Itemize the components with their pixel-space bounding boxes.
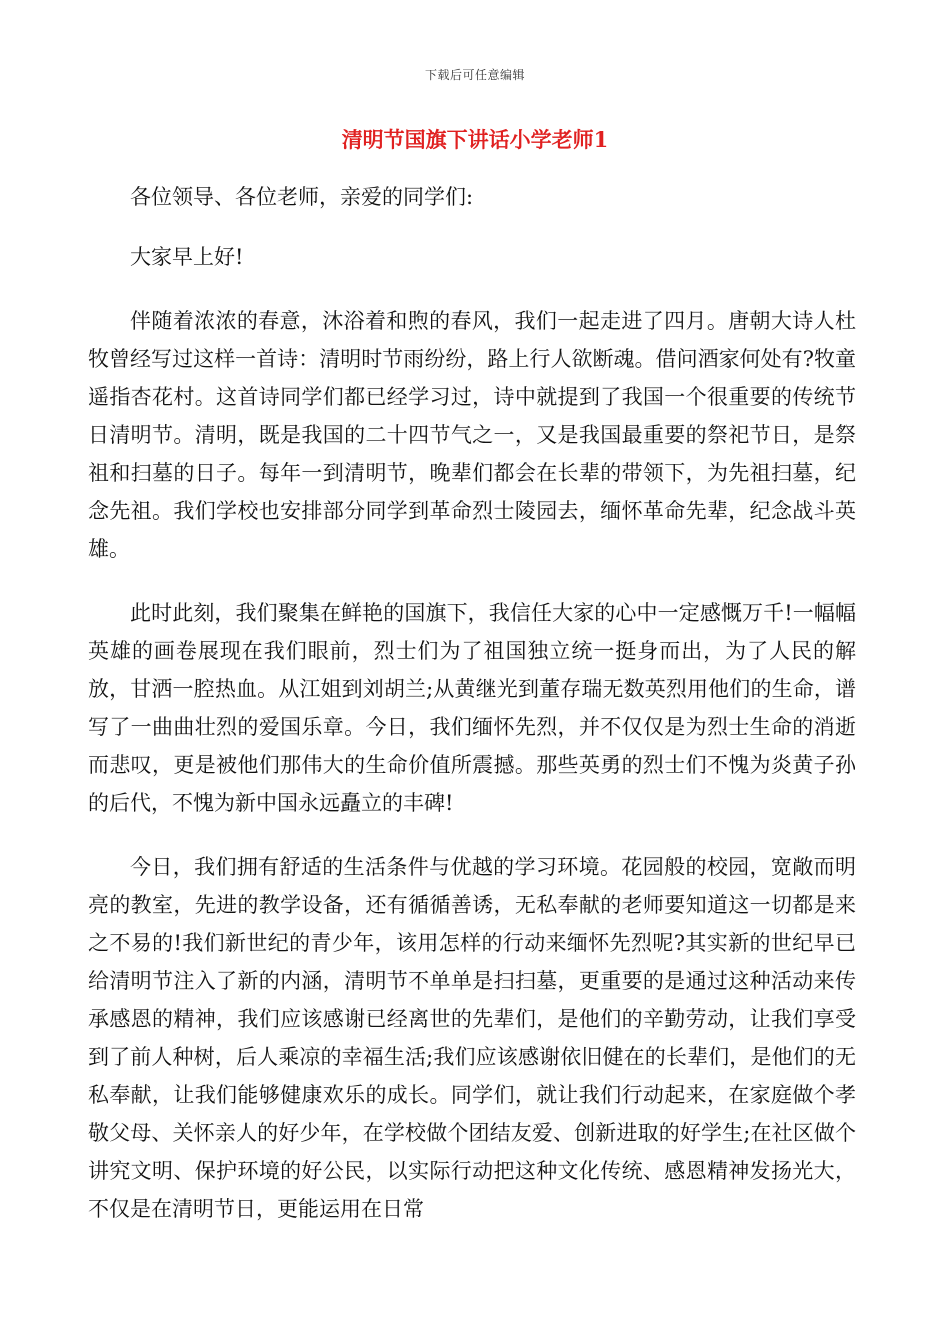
- salutation-paragraph: 各位领导、各位老师，亲爱的同学们:: [130, 185, 474, 209]
- body-paragraph: 伴随着浓浓的春意，沐浴着和煦的春风，我们一起走进了四月。唐朝大诗人杜牧曾经写过这样一首诗：清明时节雨纷纷，路上行人欲断魂。借问酒家何处有?牧童遥指杏花村。这首诗同学们都已经学习过，诗中就提到了我国一个很重要的传统节日清明节。清明，既是我国的二十四节气之一，又是我国最重要的祭祀节日，是祭祖和扫墓的日子。每年一到清明节，晚辈们都会在长辈的带领下，为先祖扫墓，纪念先祖。我们学校也安排部分同学到革命烈士陵园去，缅怀革命先辈，纪念战斗英雄。: [88, 309, 856, 561]
- header-note: 下载后可任意编辑: [424, 68, 525, 82]
- body-paragraph: 此时此刻，我们聚集在鲜艳的国旗下，我信任大家的心中一定感慨万千!一幅幅英雄的画卷展现在我们眼前，烈士们为了祖国独立统一挺身而出，为了人民的解放，甘洒一腔热血。从江姐到刘胡兰;从黄继光到董存瑞无数英烈用他们的生命，谱写了一曲曲壮烈的爱国乐章。今日，我们缅怀先烈，并不仅仅是为烈士生命的消逝而悲叹，更是被他们那伟大的生命价值所震撼。那些英勇的烈士们不愧为炎黄子孙的后代，不愧为新中国永远矗立的丰碑!: [88, 601, 856, 815]
- body-paragraph: 今日，我们拥有舒适的生活条件与优越的学习环境。花园般的校园，宽敞而明亮的教室，先进的教学设备，还有循循善诱，无私奉献的老师要知道这一切都是来之不易的!我们新世纪的青少年，该用怎样的行动来缅怀先烈呢?其实新的世纪早已给清明节注入了新的内涵，清明节不单单是扫扫墓，更重要的是通过这种活动来传承感恩的精神，我们应该感谢已经离世的先辈们，是他们的辛勤劳动，让我们享受到了前人种树，后人乘凉的幸福生活;我们应该感谢依旧健在的长辈们，是他们的无私奉献，让我们能够健康欢乐的成长。同学们，就让我们行动起来，在家庭做个孝敬父母、关怀亲人的好少年，在学校做个团结友爱、创新进取的好学生;在社区做个讲究文明、保护环境的好公民，以实际行动把这种文化传统、感恩精神发扬光大，不仅是在清明节日，更能运用在日常: [88, 855, 856, 1221]
- greeting-paragraph: 大家早上好!: [130, 245, 244, 269]
- document-body: [88, 178, 856, 1228]
- document-title: 清明节国旗下讲话小学老师1: [341, 127, 609, 152]
